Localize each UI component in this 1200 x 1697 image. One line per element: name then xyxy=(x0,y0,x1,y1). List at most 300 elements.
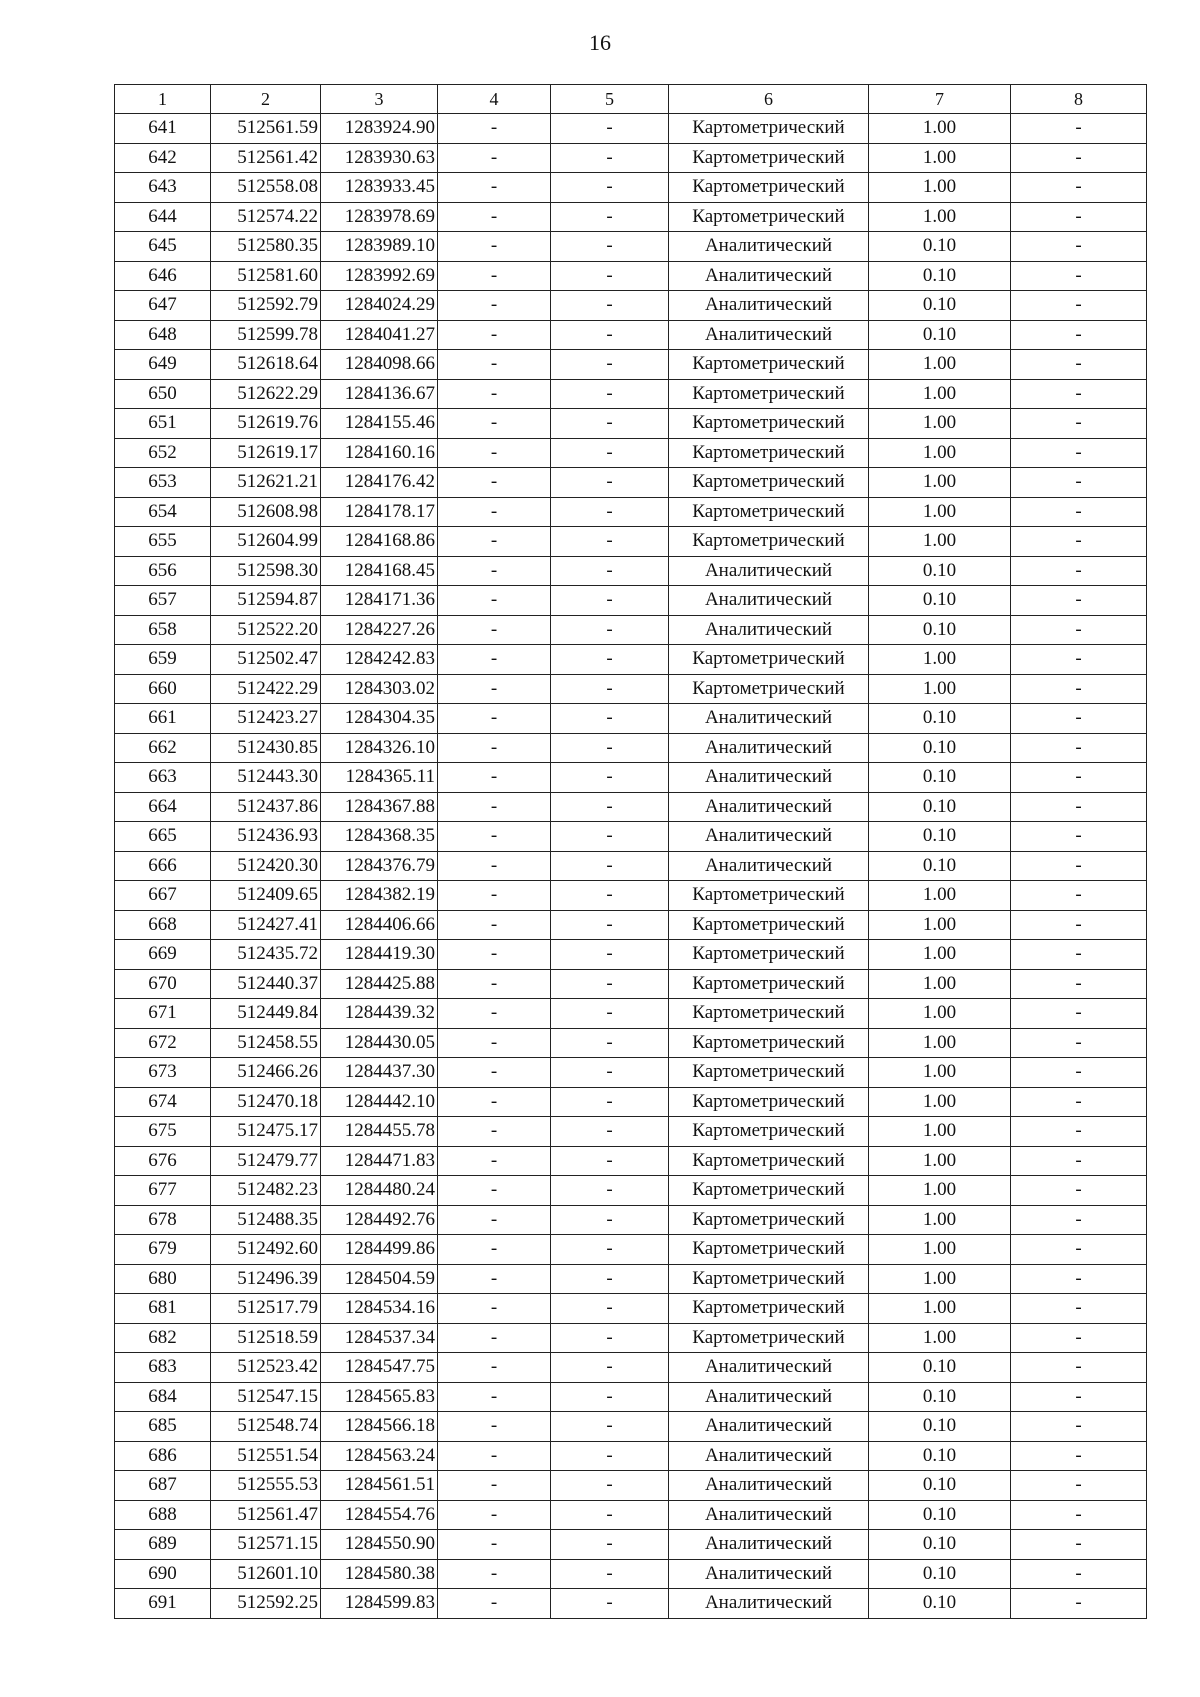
point-number-cell: 658 xyxy=(115,615,211,645)
column-5-cell: - xyxy=(551,409,669,439)
method-cell: Картометрический xyxy=(669,1205,869,1235)
accuracy-cell: 1.00 xyxy=(869,527,1011,557)
method-cell: Картометрический xyxy=(669,940,869,970)
column-8-cell: - xyxy=(1011,379,1147,409)
column-8-cell: - xyxy=(1011,1589,1147,1619)
method-cell: Аналитический xyxy=(669,1559,869,1589)
x-coordinate-cell: 512608.98 xyxy=(211,497,321,527)
column-5-cell: - xyxy=(551,202,669,232)
point-number-cell: 679 xyxy=(115,1235,211,1265)
column-5-cell: - xyxy=(551,232,669,262)
x-coordinate-cell: 512618.64 xyxy=(211,350,321,380)
column-5-cell: - xyxy=(551,379,669,409)
table-row xyxy=(115,468,1147,498)
method-cell: Аналитический xyxy=(669,232,869,262)
table-row xyxy=(115,1589,1147,1619)
y-coordinate-cell: 1283933.45 xyxy=(321,173,438,203)
accuracy-cell: 1.00 xyxy=(869,468,1011,498)
point-number-cell: 659 xyxy=(115,645,211,675)
column-4-cell: - xyxy=(438,232,551,262)
point-number-cell: 651 xyxy=(115,409,211,439)
table-row xyxy=(115,527,1147,557)
column-4-cell: - xyxy=(438,468,551,498)
y-coordinate-cell: 1283989.10 xyxy=(321,232,438,262)
column-4-cell: - xyxy=(438,1146,551,1176)
point-number-cell: 650 xyxy=(115,379,211,409)
column-5-cell: - xyxy=(551,1382,669,1412)
method-cell: Аналитический xyxy=(669,1441,869,1471)
table-row xyxy=(115,792,1147,822)
point-number-cell: 661 xyxy=(115,704,211,734)
method-cell: Аналитический xyxy=(669,733,869,763)
column-4-cell: - xyxy=(438,409,551,439)
x-coordinate-cell: 512430.85 xyxy=(211,733,321,763)
table-row xyxy=(115,1087,1147,1117)
column-4-cell: - xyxy=(438,379,551,409)
column-8-cell: - xyxy=(1011,969,1147,999)
column-5-cell: - xyxy=(551,881,669,911)
x-coordinate-cell: 512619.76 xyxy=(211,409,321,439)
column-8-cell: - xyxy=(1011,1235,1147,1265)
accuracy-cell: 1.00 xyxy=(869,1087,1011,1117)
accuracy-cell: 1.00 xyxy=(869,645,1011,675)
table-row xyxy=(115,674,1147,704)
accuracy-cell: 1.00 xyxy=(869,940,1011,970)
column-5-cell: - xyxy=(551,261,669,291)
column-4-cell: - xyxy=(438,1412,551,1442)
accuracy-cell: 0.10 xyxy=(869,261,1011,291)
column-5-cell: - xyxy=(551,851,669,881)
accuracy-cell: 0.10 xyxy=(869,291,1011,321)
column-4-cell: - xyxy=(438,733,551,763)
method-cell: Картометрический xyxy=(669,674,869,704)
column-4-cell: - xyxy=(438,881,551,911)
point-number-cell: 678 xyxy=(115,1205,211,1235)
point-number-cell: 648 xyxy=(115,320,211,350)
column-5-cell: - xyxy=(551,792,669,822)
y-coordinate-cell: 1284368.35 xyxy=(321,822,438,852)
accuracy-cell: 0.10 xyxy=(869,1412,1011,1442)
point-number-cell: 644 xyxy=(115,202,211,232)
x-coordinate-cell: 512437.86 xyxy=(211,792,321,822)
accuracy-cell: 0.10 xyxy=(869,1589,1011,1619)
accuracy-cell: 0.10 xyxy=(869,1382,1011,1412)
x-coordinate-cell: 512409.65 xyxy=(211,881,321,911)
table-row xyxy=(115,291,1147,321)
column-5-cell: - xyxy=(551,1530,669,1560)
y-coordinate-cell: 1284439.32 xyxy=(321,999,438,1029)
method-cell: Аналитический xyxy=(669,320,869,350)
column-5-cell: - xyxy=(551,615,669,645)
column-8-cell: - xyxy=(1011,114,1147,144)
accuracy-cell: 1.00 xyxy=(869,674,1011,704)
accuracy-cell: 1.00 xyxy=(869,202,1011,232)
y-coordinate-cell: 1284547.75 xyxy=(321,1353,438,1383)
x-coordinate-cell: 512592.25 xyxy=(211,1589,321,1619)
column-5-cell: - xyxy=(551,1205,669,1235)
x-coordinate-cell: 512574.22 xyxy=(211,202,321,232)
column-5-cell: - xyxy=(551,173,669,203)
y-coordinate-cell: 1284171.36 xyxy=(321,586,438,616)
coordinates-table xyxy=(114,84,1147,1619)
column-5-cell: - xyxy=(551,1412,669,1442)
x-coordinate-cell: 512423.27 xyxy=(211,704,321,734)
accuracy-cell: 0.10 xyxy=(869,232,1011,262)
column-5-cell: - xyxy=(551,645,669,675)
column-4-cell: - xyxy=(438,792,551,822)
column-5-cell: - xyxy=(551,1559,669,1589)
table-row xyxy=(115,232,1147,262)
table-row xyxy=(115,733,1147,763)
column-4-cell: - xyxy=(438,969,551,999)
column-8-cell: - xyxy=(1011,1264,1147,1294)
x-coordinate-cell: 512443.30 xyxy=(211,763,321,793)
method-cell: Картометрический xyxy=(669,1294,869,1324)
table-row xyxy=(115,556,1147,586)
y-coordinate-cell: 1284303.02 xyxy=(321,674,438,704)
column-8-cell: - xyxy=(1011,320,1147,350)
column-4-cell: - xyxy=(438,910,551,940)
column-5-cell: - xyxy=(551,1028,669,1058)
table-row xyxy=(115,173,1147,203)
accuracy-cell: 1.00 xyxy=(869,1028,1011,1058)
column-5-cell: - xyxy=(551,1589,669,1619)
accuracy-cell: 1.00 xyxy=(869,497,1011,527)
accuracy-cell: 0.10 xyxy=(869,586,1011,616)
column-4-cell: - xyxy=(438,763,551,793)
point-number-cell: 660 xyxy=(115,674,211,704)
y-coordinate-cell: 1284382.19 xyxy=(321,881,438,911)
accuracy-cell: 1.00 xyxy=(869,438,1011,468)
column-5-cell: - xyxy=(551,940,669,970)
column-4-cell: - xyxy=(438,320,551,350)
accuracy-cell: 1.00 xyxy=(869,350,1011,380)
column-5-cell: - xyxy=(551,1264,669,1294)
method-cell: Картометрический xyxy=(669,1146,869,1176)
table-row xyxy=(115,586,1147,616)
column-4-cell: - xyxy=(438,1176,551,1206)
table-row xyxy=(115,822,1147,852)
column-5-cell: - xyxy=(551,969,669,999)
table-row xyxy=(115,409,1147,439)
table-row xyxy=(115,1412,1147,1442)
y-coordinate-cell: 1283978.69 xyxy=(321,202,438,232)
accuracy-cell: 0.10 xyxy=(869,763,1011,793)
column-header: 6 xyxy=(669,85,869,114)
x-coordinate-cell: 512619.17 xyxy=(211,438,321,468)
column-5-cell: - xyxy=(551,291,669,321)
y-coordinate-cell: 1284178.17 xyxy=(321,497,438,527)
column-4-cell: - xyxy=(438,497,551,527)
accuracy-cell: 1.00 xyxy=(869,910,1011,940)
method-cell: Картометрический xyxy=(669,881,869,911)
y-coordinate-cell: 1284406.66 xyxy=(321,910,438,940)
x-coordinate-cell: 512571.15 xyxy=(211,1530,321,1560)
column-8-cell: - xyxy=(1011,1028,1147,1058)
method-cell: Аналитический xyxy=(669,556,869,586)
column-5-cell: - xyxy=(551,320,669,350)
column-8-cell: - xyxy=(1011,645,1147,675)
method-cell: Аналитический xyxy=(669,1353,869,1383)
column-4-cell: - xyxy=(438,586,551,616)
point-number-cell: 655 xyxy=(115,527,211,557)
x-coordinate-cell: 512475.17 xyxy=(211,1117,321,1147)
column-5-cell: - xyxy=(551,704,669,734)
column-8-cell: - xyxy=(1011,468,1147,498)
column-5-cell: - xyxy=(551,114,669,144)
y-coordinate-cell: 1283924.90 xyxy=(321,114,438,144)
point-number-cell: 668 xyxy=(115,910,211,940)
x-coordinate-cell: 512449.84 xyxy=(211,999,321,1029)
column-4-cell: - xyxy=(438,438,551,468)
column-5-cell: - xyxy=(551,733,669,763)
accuracy-cell: 0.10 xyxy=(869,1353,1011,1383)
x-coordinate-cell: 512482.23 xyxy=(211,1176,321,1206)
column-4-cell: - xyxy=(438,1117,551,1147)
column-8-cell: - xyxy=(1011,527,1147,557)
table-header-row xyxy=(115,85,1147,114)
column-header: 2 xyxy=(211,85,321,114)
x-coordinate-cell: 512558.08 xyxy=(211,173,321,203)
column-4-cell: - xyxy=(438,1205,551,1235)
method-cell: Картометрический xyxy=(669,999,869,1029)
y-coordinate-cell: 1284480.24 xyxy=(321,1176,438,1206)
column-8-cell: - xyxy=(1011,1294,1147,1324)
column-8-cell: - xyxy=(1011,1146,1147,1176)
accuracy-cell: 1.00 xyxy=(869,143,1011,173)
column-5-cell: - xyxy=(551,1323,669,1353)
accuracy-cell: 1.00 xyxy=(869,1235,1011,1265)
x-coordinate-cell: 512555.53 xyxy=(211,1471,321,1501)
method-cell: Аналитический xyxy=(669,291,869,321)
column-5-cell: - xyxy=(551,1235,669,1265)
point-number-cell: 652 xyxy=(115,438,211,468)
column-5-cell: - xyxy=(551,556,669,586)
y-coordinate-cell: 1284499.86 xyxy=(321,1235,438,1265)
y-coordinate-cell: 1284492.76 xyxy=(321,1205,438,1235)
column-8-cell: - xyxy=(1011,232,1147,262)
column-4-cell: - xyxy=(438,1471,551,1501)
y-coordinate-cell: 1284425.88 xyxy=(321,969,438,999)
x-coordinate-cell: 512561.42 xyxy=(211,143,321,173)
column-4-cell: - xyxy=(438,527,551,557)
accuracy-cell: 0.10 xyxy=(869,615,1011,645)
y-coordinate-cell: 1284471.83 xyxy=(321,1146,438,1176)
column-8-cell: - xyxy=(1011,615,1147,645)
column-8-cell: - xyxy=(1011,704,1147,734)
y-coordinate-cell: 1284430.05 xyxy=(321,1028,438,1058)
column-8-cell: - xyxy=(1011,409,1147,439)
column-8-cell: - xyxy=(1011,586,1147,616)
x-coordinate-cell: 512479.77 xyxy=(211,1146,321,1176)
accuracy-cell: 0.10 xyxy=(869,1530,1011,1560)
method-cell: Аналитический xyxy=(669,1589,869,1619)
point-number-cell: 673 xyxy=(115,1058,211,1088)
column-8-cell: - xyxy=(1011,910,1147,940)
y-coordinate-cell: 1284041.27 xyxy=(321,320,438,350)
column-4-cell: - xyxy=(438,999,551,1029)
method-cell: Картометрический xyxy=(669,497,869,527)
method-cell: Аналитический xyxy=(669,1382,869,1412)
point-number-cell: 686 xyxy=(115,1441,211,1471)
column-4-cell: - xyxy=(438,173,551,203)
accuracy-cell: 1.00 xyxy=(869,1294,1011,1324)
table-row xyxy=(115,1441,1147,1471)
y-coordinate-cell: 1284580.38 xyxy=(321,1559,438,1589)
x-coordinate-cell: 512492.60 xyxy=(211,1235,321,1265)
column-8-cell: - xyxy=(1011,438,1147,468)
column-4-cell: - xyxy=(438,851,551,881)
column-4-cell: - xyxy=(438,1559,551,1589)
method-cell: Картометрический xyxy=(669,527,869,557)
column-8-cell: - xyxy=(1011,173,1147,203)
y-coordinate-cell: 1284176.42 xyxy=(321,468,438,498)
column-8-cell: - xyxy=(1011,1500,1147,1530)
y-coordinate-cell: 1284365.11 xyxy=(321,763,438,793)
point-number-cell: 676 xyxy=(115,1146,211,1176)
column-4-cell: - xyxy=(438,1058,551,1088)
x-coordinate-cell: 512523.42 xyxy=(211,1353,321,1383)
column-4-cell: - xyxy=(438,350,551,380)
point-number-cell: 671 xyxy=(115,999,211,1029)
table-row xyxy=(115,202,1147,232)
method-cell: Картометрический xyxy=(669,409,869,439)
method-cell: Картометрический xyxy=(669,1117,869,1147)
table-row xyxy=(115,114,1147,144)
table-row xyxy=(115,1176,1147,1206)
method-cell: Картометрический xyxy=(669,969,869,999)
column-8-cell: - xyxy=(1011,350,1147,380)
column-header: 7 xyxy=(869,85,1011,114)
column-8-cell: - xyxy=(1011,1087,1147,1117)
table-row xyxy=(115,1235,1147,1265)
y-coordinate-cell: 1284227.26 xyxy=(321,615,438,645)
accuracy-cell: 1.00 xyxy=(869,969,1011,999)
table-row xyxy=(115,1028,1147,1058)
method-cell: Картометрический xyxy=(669,1264,869,1294)
column-8-cell: - xyxy=(1011,1353,1147,1383)
point-number-cell: 654 xyxy=(115,497,211,527)
accuracy-cell: 0.10 xyxy=(869,704,1011,734)
x-coordinate-cell: 512598.30 xyxy=(211,556,321,586)
column-8-cell: - xyxy=(1011,999,1147,1029)
method-cell: Аналитический xyxy=(669,1500,869,1530)
point-number-cell: 662 xyxy=(115,733,211,763)
point-number-cell: 649 xyxy=(115,350,211,380)
accuracy-cell: 0.10 xyxy=(869,822,1011,852)
accuracy-cell: 0.10 xyxy=(869,1471,1011,1501)
column-header: 3 xyxy=(321,85,438,114)
point-number-cell: 684 xyxy=(115,1382,211,1412)
x-coordinate-cell: 512488.35 xyxy=(211,1205,321,1235)
y-coordinate-cell: 1284455.78 xyxy=(321,1117,438,1147)
table-row xyxy=(115,1294,1147,1324)
accuracy-cell: 1.00 xyxy=(869,114,1011,144)
x-coordinate-cell: 512621.21 xyxy=(211,468,321,498)
column-5-cell: - xyxy=(551,143,669,173)
point-number-cell: 688 xyxy=(115,1500,211,1530)
column-8-cell: - xyxy=(1011,674,1147,704)
column-4-cell: - xyxy=(438,556,551,586)
x-coordinate-cell: 512547.15 xyxy=(211,1382,321,1412)
table-row xyxy=(115,940,1147,970)
point-number-cell: 642 xyxy=(115,143,211,173)
column-4-cell: - xyxy=(438,1382,551,1412)
column-4-cell: - xyxy=(438,615,551,645)
table-row xyxy=(115,143,1147,173)
column-5-cell: - xyxy=(551,586,669,616)
column-header: 8 xyxy=(1011,85,1147,114)
point-number-cell: 689 xyxy=(115,1530,211,1560)
point-number-cell: 643 xyxy=(115,173,211,203)
point-number-cell: 677 xyxy=(115,1176,211,1206)
y-coordinate-cell: 1284168.86 xyxy=(321,527,438,557)
accuracy-cell: 1.00 xyxy=(869,1146,1011,1176)
column-5-cell: - xyxy=(551,1117,669,1147)
column-5-cell: - xyxy=(551,910,669,940)
y-coordinate-cell: 1284442.10 xyxy=(321,1087,438,1117)
column-8-cell: - xyxy=(1011,763,1147,793)
y-coordinate-cell: 1284550.90 xyxy=(321,1530,438,1560)
table-row xyxy=(115,379,1147,409)
column-5-cell: - xyxy=(551,1294,669,1324)
accuracy-cell: 1.00 xyxy=(869,409,1011,439)
x-coordinate-cell: 512422.29 xyxy=(211,674,321,704)
accuracy-cell: 0.10 xyxy=(869,851,1011,881)
column-8-cell: - xyxy=(1011,1530,1147,1560)
x-coordinate-cell: 512427.41 xyxy=(211,910,321,940)
y-coordinate-cell: 1284561.51 xyxy=(321,1471,438,1501)
point-number-cell: 675 xyxy=(115,1117,211,1147)
x-coordinate-cell: 512581.60 xyxy=(211,261,321,291)
accuracy-cell: 1.00 xyxy=(869,1058,1011,1088)
column-8-cell: - xyxy=(1011,1205,1147,1235)
column-4-cell: - xyxy=(438,1235,551,1265)
column-4-cell: - xyxy=(438,261,551,291)
method-cell: Картометрический xyxy=(669,910,869,940)
x-coordinate-cell: 512599.78 xyxy=(211,320,321,350)
method-cell: Аналитический xyxy=(669,822,869,852)
x-coordinate-cell: 512420.30 xyxy=(211,851,321,881)
table-row xyxy=(115,645,1147,675)
method-cell: Картометрический xyxy=(669,468,869,498)
column-5-cell: - xyxy=(551,822,669,852)
accuracy-cell: 1.00 xyxy=(869,379,1011,409)
y-coordinate-cell: 1284563.24 xyxy=(321,1441,438,1471)
y-coordinate-cell: 1284168.45 xyxy=(321,556,438,586)
y-coordinate-cell: 1284566.18 xyxy=(321,1412,438,1442)
column-8-cell: - xyxy=(1011,202,1147,232)
column-8-cell: - xyxy=(1011,1382,1147,1412)
accuracy-cell: 1.00 xyxy=(869,1117,1011,1147)
point-number-cell: 690 xyxy=(115,1559,211,1589)
x-coordinate-cell: 512518.59 xyxy=(211,1323,321,1353)
x-coordinate-cell: 512440.37 xyxy=(211,969,321,999)
point-number-cell: 691 xyxy=(115,1589,211,1619)
column-4-cell: - xyxy=(438,143,551,173)
point-number-cell: 656 xyxy=(115,556,211,586)
y-coordinate-cell: 1284504.59 xyxy=(321,1264,438,1294)
table-row xyxy=(115,1058,1147,1088)
column-4-cell: - xyxy=(438,704,551,734)
x-coordinate-cell: 512561.47 xyxy=(211,1500,321,1530)
x-coordinate-cell: 512622.29 xyxy=(211,379,321,409)
y-coordinate-cell: 1284599.83 xyxy=(321,1589,438,1619)
method-cell: Картометрический xyxy=(669,173,869,203)
table-row xyxy=(115,615,1147,645)
column-4-cell: - xyxy=(438,1441,551,1471)
column-8-cell: - xyxy=(1011,1471,1147,1501)
